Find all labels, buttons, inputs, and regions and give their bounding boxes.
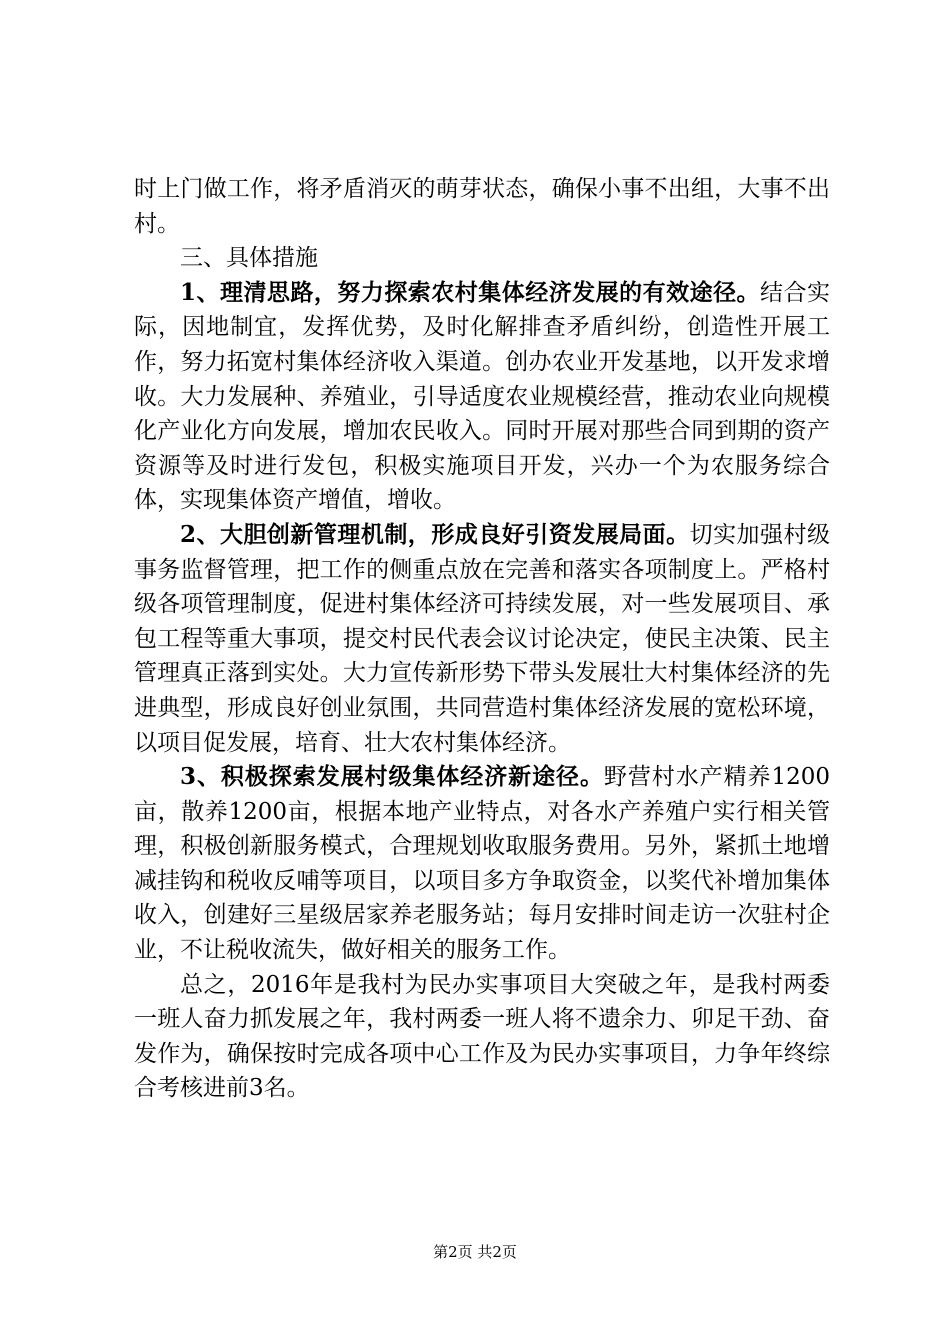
page-footer: 第2页 共2页 (433, 1243, 517, 1261)
conclusion-paragraph: 总之，2016年是我村为民办实事项目大突破之年，是我村两委一班人奋力抓发展之年，我村两委一班人将不遗余力、卯足干劲、奋发作为，确保按时完成各项中心工作及为民办实事项目，力争年终综合考核进前3名。 (134, 971, 830, 1102)
measure-item-3-body: 野营村水产精养1200亩，散养1200亩，根据本地产业特点，对各水产养殖户实行相关管理，积极创新服务模式，合理规划收取服务费用。另外，紧抓土地增减挂钩和税收反哺等项目，以项目多方争取资金，以奖代补增加集体收入，创建好三星级居家养老服务站；每月安排时间走访一次驻村企业，不让税收流失，做好相关的服务工作。 (134, 764, 830, 964)
measure-item-3 (134, 760, 830, 968)
document-body (134, 172, 830, 1106)
measure-item-2 (134, 518, 830, 760)
measure-item-1-body: 结合实际，因地制宜，发挥优势，及时化解排查矛盾纠纷，创造性开展工作，努力拓宽村集体经济收入渠道。创办农业开发基地，以开发求增收。大力发展种、养殖业，引导适度农业规模经营，推动农业向规模化产业化方向发展，增加农民收入。同时开展对那些合同到期的资产资源等及时进行发包，积极实施项目开发，兴办一个为农服务综合体，实现集体资产增值，增收。 (134, 279, 830, 514)
measure-item-2-body: 切实加强村级事务监督管理，把工作的侧重点放在完善和落实各项制度上。严格村级各项管理制度，促进村集体经济可持续发展，对一些发展项目、承包工程等重大事项，提交村民代表会议讨论决定，使民主决策、民主管理真正落到实处。大力宣传新形势下带头发展壮大村集体经济的先进典型，形成良好创业氛围，共同营造村集体经济发展的宽松环境，以项目促发展，培育、壮大农村集体经济。 (134, 521, 830, 756)
measure-item-1 (134, 276, 830, 518)
measure-item-3-lead: 3、积极探索发展村级集体经济新途径。 (180, 763, 604, 791)
measure-item-1-lead: 1、理清思路，努力探索农村集体经济发展的有效途径。 (180, 278, 761, 306)
section-heading: 三、具体措施 (180, 245, 318, 272)
continuation-paragraph: 时上门做工作，将矛盾消灭的萌芽状态，确保小事不出组，大事不出村。 (134, 176, 830, 237)
measure-item-2-lead: 2、大胆创新管理机制，形成良好引资发展局面。 (180, 520, 690, 548)
